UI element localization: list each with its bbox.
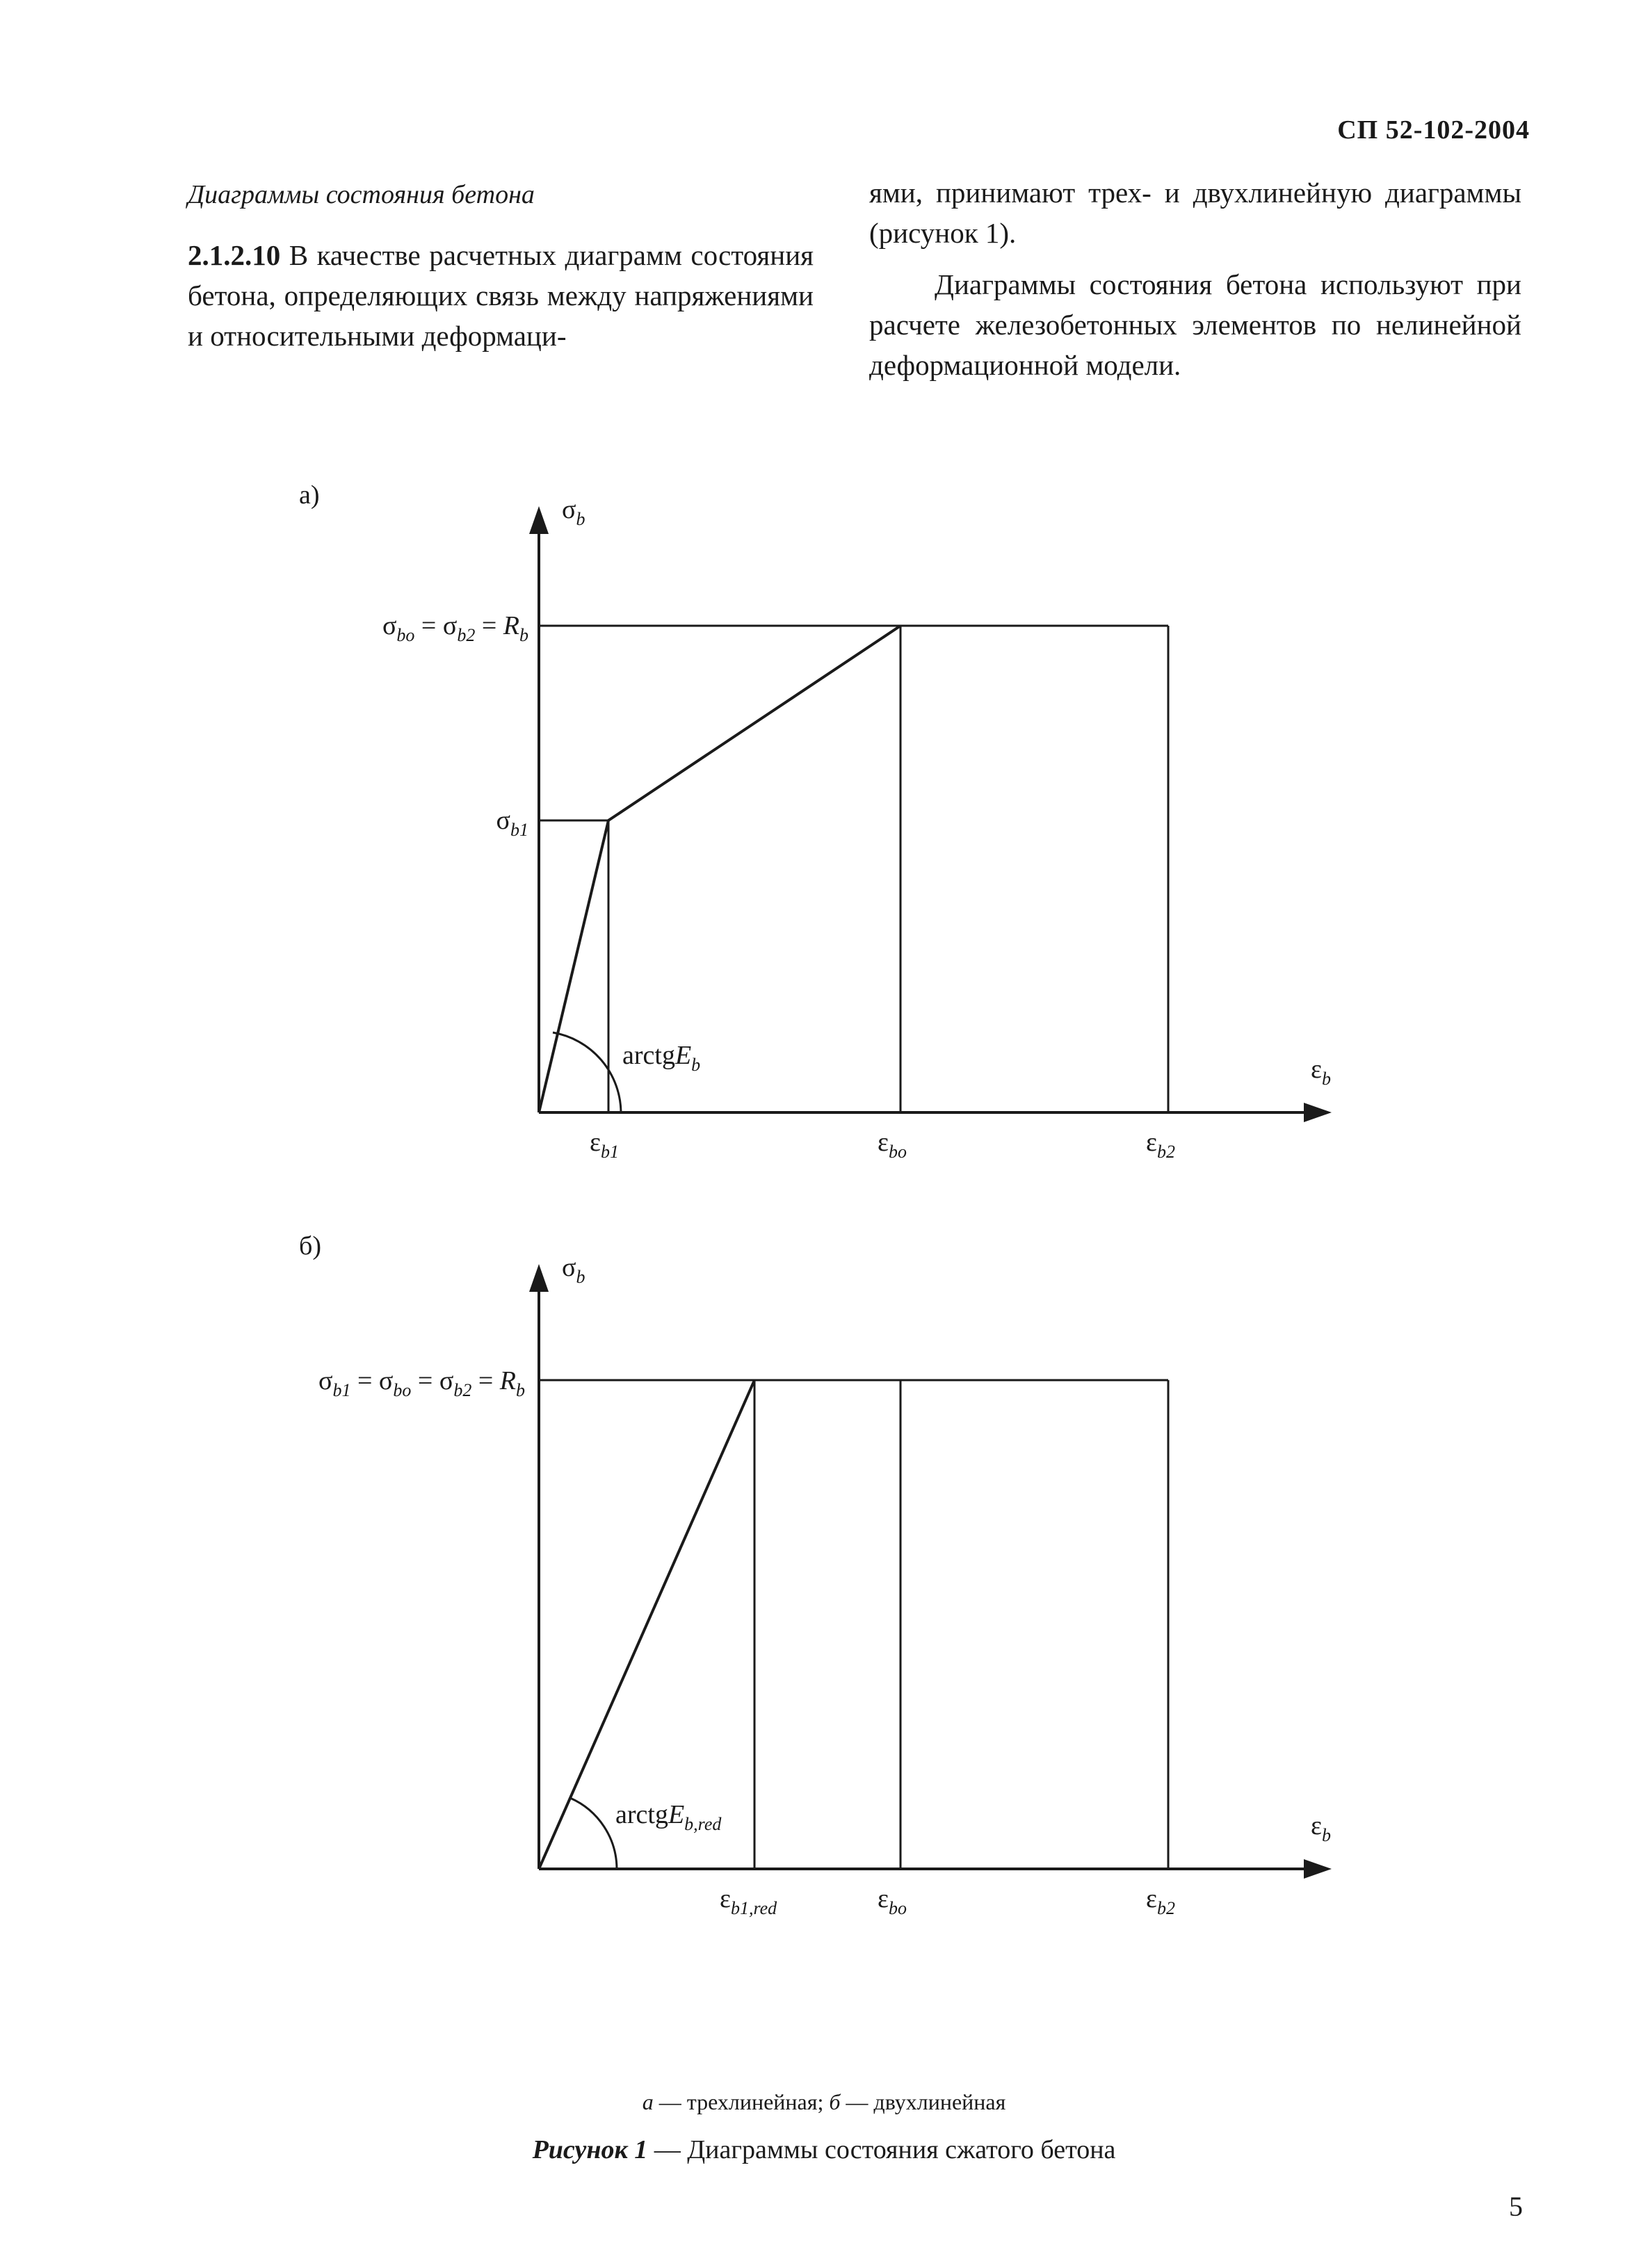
panel-a-label: а) <box>299 480 320 510</box>
page-number: 5 <box>1509 2191 1523 2222</box>
panel-a-angle-label: arctgE$_b$ <box>622 1041 701 1075</box>
panel-b-angle-label: arctgE$_{b,red}$ <box>615 1800 722 1834</box>
clause-text: В качестве расчетных диаграмм состояния бетона, определяющих связь между напряжениями и относительными деформаци- <box>188 239 814 352</box>
panel-a-tick-ebo: $\varepsilon_{bo}$ <box>878 1128 907 1162</box>
panel-b-top-level-label: $\sigma_{b1} = \sigma_{bo} = \sigma_{b2} = R_b$ <box>318 1366 525 1400</box>
panel-b-tick-ebo: $\varepsilon_{bo}$ <box>878 1884 907 1918</box>
panel-a-top-level-label: $\sigma_{bo} = \sigma_{b2} = R_b$ <box>382 611 528 645</box>
panel-b-labels <box>318 1253 1331 1918</box>
panel-a-curve <box>539 626 900 1112</box>
panel-a-mid-level-label: $\sigma_{b1}$ <box>496 806 528 840</box>
section-subheading: Диаграммы состояния бетона <box>188 180 535 209</box>
usage-paragraph: Диаграммы состояния бетона используют при расчете железобетонных элементов по нелинейной деформационной модели. <box>869 268 1521 381</box>
panel-b-x-axis-label: $\varepsilon_b$ <box>1311 1811 1331 1845</box>
panel-a-labels <box>382 495 1331 1162</box>
panel-b-diagram <box>529 1264 1332 1879</box>
panel-b-tick-eb2: $\varepsilon_{b2}$ <box>1146 1884 1175 1918</box>
panel-a-y-axis-label: $\sigma_b$ <box>562 495 585 529</box>
figure-title: Диаграммы состояния сжатого бетона <box>687 2135 1116 2164</box>
panel-a-tick-eb1: $\varepsilon_{b1}$ <box>590 1128 619 1162</box>
panel-b-curve <box>539 1380 754 1869</box>
legend-b-letter: б <box>829 2089 841 2114</box>
figure-legend: а — трехлинейная; б — двухлинейная <box>642 2089 1006 2114</box>
panel-b-y-arrowhead <box>529 1264 549 1292</box>
legend-a-letter: а <box>642 2089 654 2114</box>
legend-a-text: трехлинейная; <box>686 2089 824 2114</box>
panel-b-tick-eb1red: $\varepsilon_{b1,red}$ <box>720 1884 777 1918</box>
figure-number: Рисунок 1 <box>532 2135 648 2164</box>
panel-a-x-axis-label: $\varepsilon_b$ <box>1311 1055 1331 1089</box>
legend-b-text: двухлинейная <box>873 2089 1006 2114</box>
panel-b-x-arrowhead <box>1304 1859 1332 1879</box>
clause-number: 2.1.2.10 <box>188 239 281 271</box>
continuation-paragraph: ями, принимают трех- и двухлинейную диаграммы (рисунок 1). <box>869 177 1521 249</box>
panel-a-x-arrowhead <box>1304 1103 1332 1122</box>
panel-a-angle-arc <box>553 1032 621 1112</box>
panel-a-diagram <box>529 506 1332 1122</box>
document-number: СП 52-102-2004 <box>1337 115 1530 145</box>
panel-b-label: б) <box>299 1231 321 1261</box>
panel-a-tick-eb2: $\varepsilon_{b2}$ <box>1146 1128 1175 1162</box>
panel-b-y-axis-label: $\sigma_b$ <box>562 1253 585 1287</box>
figure-caption: Рисунок 1 — Диаграммы состояния сжатого бетона <box>532 2135 1116 2164</box>
panel-a-y-arrowhead <box>529 506 549 534</box>
panel-b-angle-arc <box>570 1798 617 1869</box>
